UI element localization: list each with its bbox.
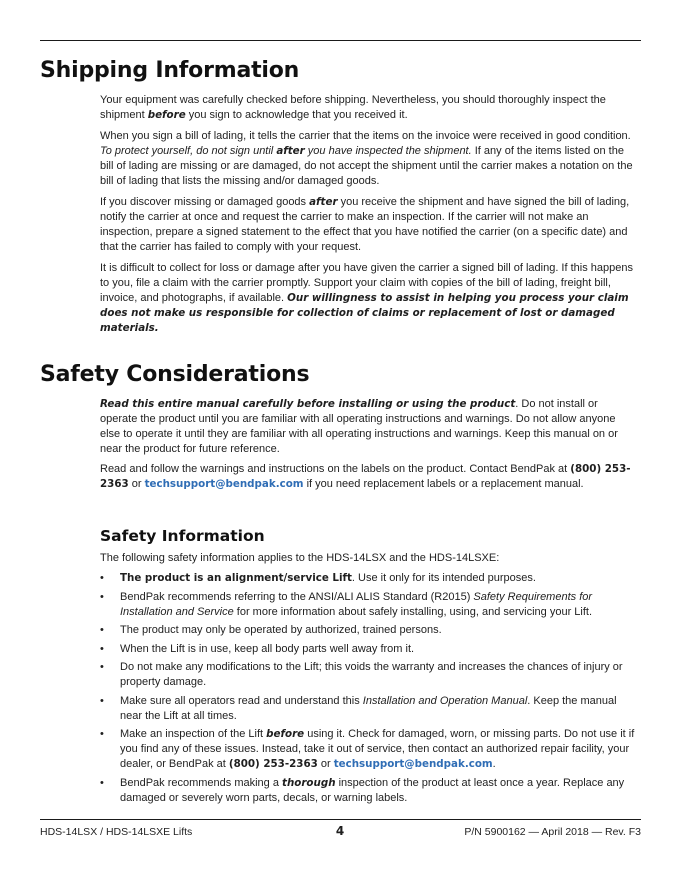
bullet-icon: • [100,624,104,636]
bullet-icon: • [100,590,104,603]
safety-info-intro: The following safety information applies to the HDS-14LSX and the HDS-14LSXE: [100,552,500,564]
bullet-icon: • [100,572,104,584]
list-item: • BendPak recommends referring to the ANSI/ALI ALIS Standard (R2015) Safety Requirements for Installation and Service for more information about safely installing, using, and servicing your Lift. [100,590,593,618]
support-email-link[interactable]: techsupport@bendpak.com [144,478,304,490]
phone-number: (800) 253-2363 [100,463,631,490]
list-item: • BendPak recommends making a thorough inspection of the product at least once a year. Replace any damaged or severely worn parts, decals, or warning labels. [100,776,625,804]
list-item: • The product is an alignment/service Lift. Use it only for its intended purposes. [100,572,536,584]
list-item: • The product may only be operated by authorized, trained persons. [100,624,442,636]
list-item: • Do not make any modifications to the Lift; this voids the warranty and increases the chances of injury or property damage. [100,661,623,688]
support-email-link[interactable]: techsupport@bendpak.com [333,758,493,770]
shipping-heading: Shipping Information [40,58,300,83]
list-item: • When the Lift is in use, keep all body parts well away from it. [100,642,415,655]
bullet-icon: • [100,694,104,707]
phone-number: (800) 253-2363 [228,758,318,770]
safety-paragraph-2: Read and follow the warnings and instructions on the labels on the product. Contact BendPak at (800) 253-2363 or techsupport@bendpak.com if you need replacement labels or a replacement manual. [100,463,631,490]
shipping-paragraph-4: It is difficult to collect for loss or damage after you have given the carrier a signed bill of lading. If this happens to you, file a claim with the carrier promptly. Support your claim with copies of the bill of lading, freight bill, invoice, and photographs, if available. Our willingness to assist in helping you process your claim does not make us responsible for collection of claims or replacement of lost or damaged materials. [100,262,633,334]
footer-part-number: P/N 5900162 — April 2018 — Rev. F3 [464,826,641,838]
page-number: 4 [335,824,345,838]
bullet-icon: • [100,728,104,740]
shipping-paragraph-3: If you discover missing or damaged goods after you receive the shipment and have signed the bill of lading, notify the carrier at once and request the carrier to make an inspection. If the carrier will not make an inspection, prepare a signed statement to the effect that you have notified the carrier (on a specific date) and that the carrier has failed to comply with your request. [100,196,630,253]
safety-info-heading: Safety Information [100,527,265,545]
bullet-icon: • [100,776,104,789]
bullet-icon: • [100,661,104,673]
list-item: • Make an inspection of the Lift before using it. Check for damaged, worn, or missing parts. Do not use it if you find any of these issues. Instead, take it out of service, then contact an authorized repair facility, your dealer, or BendPak at (800) 253-2363 or techsupport@bendpak.com. [100,728,635,770]
bottom-rule [40,819,641,820]
safety-paragraph-1: Read this entire manual carefully before installing or using the product. Do not install or operate the product until you are familiar with all operating instructions and warnings. Do not allow anyone else to operate it until they are familiar with all operating instructions and warnings. Keep this manual on or near the product for future reference. [100,398,618,455]
safety-bullet-list [100,571,640,809]
shipping-paragraph-1: Your equipment was carefully checked before shipping. Nevertheless, you should thoroughly inspect the shipment before you sign to acknowledge that you received it. [100,94,606,121]
list-item: • Make sure all operators read and understand this Installation and Operation Manual. Keep the manual near the Lift at all times. [100,694,617,722]
top-rule [40,40,641,41]
shipping-paragraph-2: When you sign a bill of lading, it tells the carrier that the items on the invoice were received in good condition. To protect yourself, do not sign until after you have inspected the shipment. If any of the items listed on the bill of lading are missing or are damaged, do not accept the shipment until the carrier makes a notation on the bill of lading that lists the missing and/or damaged goods. [100,130,633,187]
bullet-icon: • [100,642,104,655]
footer-product-name: HDS-14LSX / HDS-14LSXE Lifts [40,826,193,838]
safety-heading: Safety Considerations [40,362,310,387]
